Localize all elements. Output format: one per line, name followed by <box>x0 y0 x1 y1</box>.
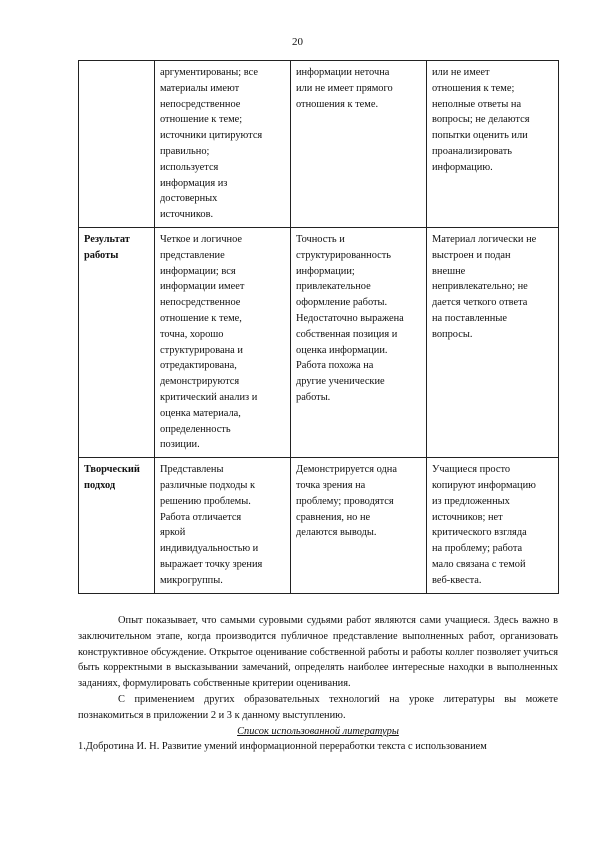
table-row <box>79 61 559 228</box>
criterion-cell: Творческий подход <box>79 458 155 593</box>
references-heading-text: Список использованной литературы <box>237 725 399 737</box>
satisfactory-cell: Точность и структурированность информации; привлекательное оформление работы. Недостаточно выражена собственная позиция и оценка информации. Работа похожа на другие ученические работы. <box>291 227 427 457</box>
excellent-cell: Представлены различные подходы к решению проблемы. Работа отличается яркой индивидуальностью и выражает точку зрения микрогруппы. <box>155 458 291 593</box>
reference-item: 1.Добротина И. Н. Развитие умений информационной переработки текста с использованием <box>78 741 487 753</box>
satisfactory-cell: информации неточна или не имеет прямого отношения к теме. <box>291 61 427 228</box>
poor-cell: Учащиеся просто копируют информацию из предложенных источников; нет критического взгляда на проблему; работа мало связана с темой веб-квеста. <box>427 458 559 593</box>
evaluation-criteria-table <box>78 60 559 594</box>
page-number: 20 <box>292 36 303 48</box>
criterion-cell <box>79 61 155 228</box>
criterion-cell: Результат работы <box>79 227 155 457</box>
table-row <box>79 458 559 593</box>
paragraph: С применением других образовательных технологий на уроке литературы вы можете познакомиться в приложении 2 и 3 к данному выступлению. <box>78 693 558 721</box>
table-row <box>79 227 559 457</box>
poor-cell: или не имеет отношения к теме; неполные ответы на вопросы; не делаются попытки оценить или проанализировать информацию. <box>427 61 559 228</box>
excellent-cell: Четкое и логичное представление информации; вся информации имеет непосредственное отношение к теме, точна, хорошо структурирована и отредактирована, демонстрируются критический анализ и оценка материала, определенность позиции. <box>155 227 291 457</box>
satisfactory-cell: Демонстрируется одна точка зрения на проблему; проводятся сравнения, но не делаются выводы. <box>291 458 427 593</box>
poor-cell: Материал логически не выстроен и подан внешне непривлекательно; не дается четкого ответа на поставленные вопросы. <box>427 227 559 457</box>
references-heading <box>78 724 558 740</box>
body-text <box>78 613 558 755</box>
excellent-cell: аргументированы; все материалы имеют непосредственное отношение к теме; источники цитируются правильно; используется информация из достоверных источников. <box>155 61 291 228</box>
paragraph: Опыт показывает, что самыми суровыми судьями работ являются сами учащиеся. Здесь важно в заключительном этапе, когда производится публичное представление выполненных работ, организовать конструктивное обсуждение. Открытое оценивание собственной работы и работы коллег позволяет учиться быть корректными в высказывании замечаний, определять наиболее интересные находки в выполненных заданиях, формулировать собственные критерии оценивания. <box>78 615 558 690</box>
